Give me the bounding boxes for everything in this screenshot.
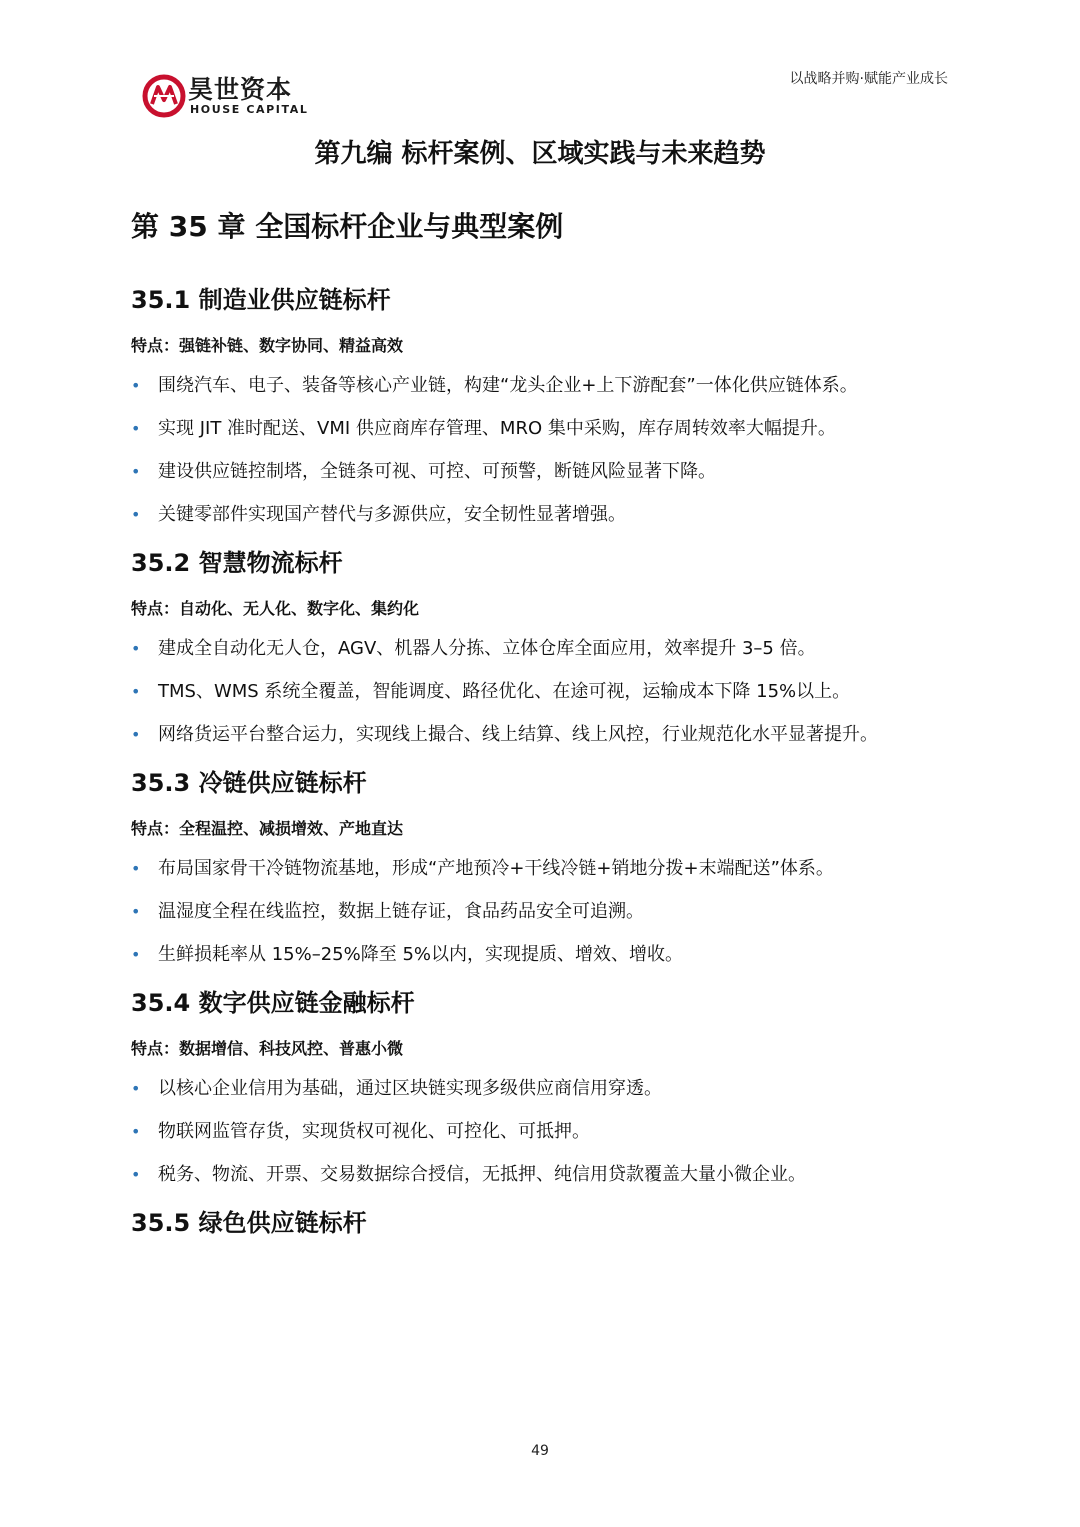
- bullet-list: [131, 1073, 931, 1191]
- list-item: [131, 939, 931, 971]
- list-item-text: 建成全自动化无人仓，AGV、机器人分拣、立体仓库全面应用，效率提升 3–5 倍。: [158, 638, 816, 659]
- list-item-text: 温湿度全程在线监控，数据上链存证，食品药品安全可追溯。: [158, 901, 644, 922]
- bullet-list: [131, 633, 931, 751]
- logo-chinese-name: 昊世资本: [188, 75, 293, 104]
- list-item: [131, 676, 931, 708]
- bullet-icon: •: [131, 639, 141, 658]
- house-capital-logo-icon: [142, 74, 186, 118]
- list-item: [131, 1159, 931, 1191]
- bullet-list: [131, 370, 931, 531]
- page-number: 49: [531, 1443, 549, 1459]
- bullet-icon: •: [131, 505, 141, 524]
- list-item-text: TMS、WMS 系统全覆盖，智能调度、路径优化、在途可视，运输成本下降 15%以上。: [158, 681, 851, 702]
- list-item: [131, 1073, 931, 1105]
- bullet-icon: •: [131, 859, 141, 878]
- bullet-icon: •: [131, 419, 141, 438]
- header-slogan: 以战略并购·赋能产业成长: [789, 71, 948, 87]
- chapter-content: [131, 282, 931, 1257]
- list-item: [131, 456, 931, 488]
- list-item-text: 实现 JIT 准时配送、VMI 供应商库存管理、MRO 集中采购，库存周转效率大幅提升。: [158, 418, 836, 439]
- list-item-text: 以核心企业信用为基础，通过区块链实现多级供应商信用穿透。: [158, 1078, 662, 1099]
- section-35-1: [131, 282, 931, 531]
- list-item-text: 建设供应链控制塔，全链条可视、可控、可预警，断链风险显著下降。: [158, 461, 716, 482]
- list-item: [131, 1116, 931, 1148]
- list-item: [131, 719, 931, 751]
- list-item: [131, 370, 931, 402]
- section-title: 35.2 智慧物流标杆: [131, 549, 343, 577]
- list-item: [131, 896, 931, 928]
- company-logo: [142, 70, 312, 120]
- logo-english-name: HOUSE CAPITAL: [190, 103, 309, 116]
- bullet-icon: •: [131, 682, 141, 701]
- list-item-text: 围绕汽车、电子、装备等核心产业链，构建“龙头企业+上下游配套”一体化供应链体系。: [158, 375, 858, 396]
- list-item: [131, 853, 931, 885]
- list-item: [131, 633, 931, 665]
- section-35-2: [131, 545, 931, 751]
- bullet-icon: •: [131, 376, 141, 395]
- list-item: [131, 499, 931, 531]
- list-item-text: 网络货运平台整合运力，实现线上撮合、线上结算、线上风控，行业规范化水平显著提升。: [158, 724, 878, 745]
- part-title: 第九编 标杆案例、区域实践与未来趋势: [314, 139, 766, 169]
- bullet-icon: •: [131, 1165, 141, 1184]
- bullet-icon: •: [131, 1122, 141, 1141]
- list-item-text: 生鲜损耗率从 15%–25%降至 5%以内，实现提质、增效、增收。: [158, 944, 684, 965]
- section-feature: 特点：自动化、无人化、数字化、集约化: [131, 599, 420, 618]
- section-35-5: [131, 1205, 931, 1241]
- section-feature: 特点：数据增信、科技风控、普惠小微: [131, 1039, 404, 1058]
- chapter-title: 第 35 章 全国标杆企业与典型案例: [131, 210, 564, 243]
- list-item-text: 税务、物流、开票、交易数据综合授信，无抵押、纯信用贷款覆盖大量小微企业。: [158, 1164, 806, 1185]
- bullet-icon: •: [131, 902, 141, 921]
- section-title: 35.3 冷链供应链标杆: [131, 769, 367, 797]
- list-item-text: 物联网监管存货，实现货权可视化、可控化、可抵押。: [158, 1121, 590, 1142]
- bullet-icon: •: [131, 725, 141, 744]
- list-item-text: 关键零部件实现国产替代与多源供应，安全韧性显著增强。: [158, 504, 626, 525]
- list-item: [131, 413, 931, 445]
- section-title: 35.4 数字供应链金融标杆: [131, 989, 415, 1017]
- bullet-icon: •: [131, 945, 141, 964]
- section-35-3: [131, 765, 931, 971]
- bullet-list: [131, 853, 931, 971]
- section-feature: 特点：强链补链、数字协同、精益高效: [131, 336, 404, 355]
- list-item-text: 布局国家骨干冷链物流基地，形成“产地预冷+干线冷链+销地分拨+末端配送”体系。: [158, 858, 834, 879]
- section-feature: 特点：全程温控、减损增效、产地直达: [131, 819, 404, 838]
- section-35-4: [131, 985, 931, 1191]
- section-title: 35.1 制造业供应链标杆: [131, 286, 391, 314]
- bullet-icon: •: [131, 462, 141, 481]
- bullet-icon: •: [131, 1079, 141, 1098]
- section-title: 35.5 绿色供应链标杆: [131, 1209, 367, 1237]
